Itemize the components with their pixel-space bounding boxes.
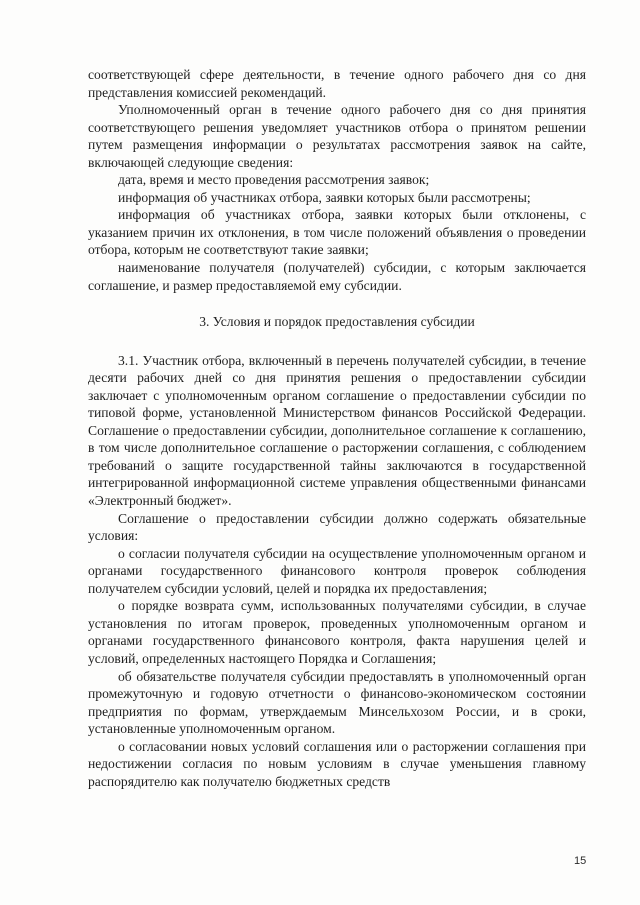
list-item: о согласовании новых условий соглашения или о расторжении соглашения при недостижении согласия по новым условиям в случае уменьшения главному распорядителю как получателю бюджетных средств	[88, 738, 586, 789]
page-number: 15	[574, 855, 587, 867]
list-item: информация об участниках отбора, заявки которых были рассмотрены;	[118, 189, 531, 205]
document-body	[88, 66, 586, 790]
list-item: об обязательстве получателя субсидии предоставлять в уполномоченный орган промежуточную и годовую отчетности о финансово-экономическом состоянии предприятия по формам, утверждаемым Минсельхозом России, и в сроки, установленные уполномоченным органом.	[88, 668, 586, 737]
list-item: информация об участниках отбора, заявки которых были отклонены, с указанием причин их отклонения, в том числе положений объявления о проведении отбора, которым не соответствуют такие заявки;	[88, 207, 586, 258]
paragraph: Уполномоченный орган в течение одного рабочего дня со дня принятия соответствующего решения уведомляет участников отбора о принятом решении путем размещения информации о результатах рассмотрения заявок на сайте, включающей следующие сведения:	[88, 102, 586, 170]
list-item: о порядке возврата сумм, использованных получателями субсидии, в случае установления по итогам проверок, проведенных уполномоченным органом и органами государственного финансового контроля, факта нарушения целей и условий, определенных настоящего Порядка и Соглашения;	[88, 598, 586, 666]
paragraph: Соглашение о предоставлении субсидии должно содержать обязательные условия:	[88, 510, 586, 544]
paragraph: соответствующей сфере деятельности, в течение одного рабочего дня со дня представления комиссией рекомендаций.	[88, 67, 586, 100]
paragraph: 3.1. Участник отбора, включенный в перечень получателей субсидии, в течение десяти рабочих дней со дня принятия решения о предоставлении субсидии заключает с уполномоченным органом соглашение о предоставлении субсидии по типовой форме, установленной Министерством финансов Российской Федерации. Соглашение о предоставлении субсидии, дополнительное соглашение к соглашению, в том числе дополнительное соглашение о расторжении соглашения, с соблюдением требований о защите государственной тайны заключаются в государственной интегрированной информационной системе управления общественными финансами «Электронный бюджет».	[88, 352, 586, 509]
list-item: дата, время и место проведения рассмотрения заявок;	[118, 172, 430, 188]
list-item: о согласии получателя субсидии на осуществление уполномоченным органом и органами государственного финансового контроля проверок соблюдения получателем субсидии условий, целей и порядка их предоставления;	[88, 545, 586, 596]
list-item: наименование получателя (получателей) субсидии, с которым заключается соглашение, и размер предоставляемой ему субсидии.	[88, 260, 586, 293]
section-heading: 3. Условия и порядок предоставления субсидии	[199, 314, 475, 330]
